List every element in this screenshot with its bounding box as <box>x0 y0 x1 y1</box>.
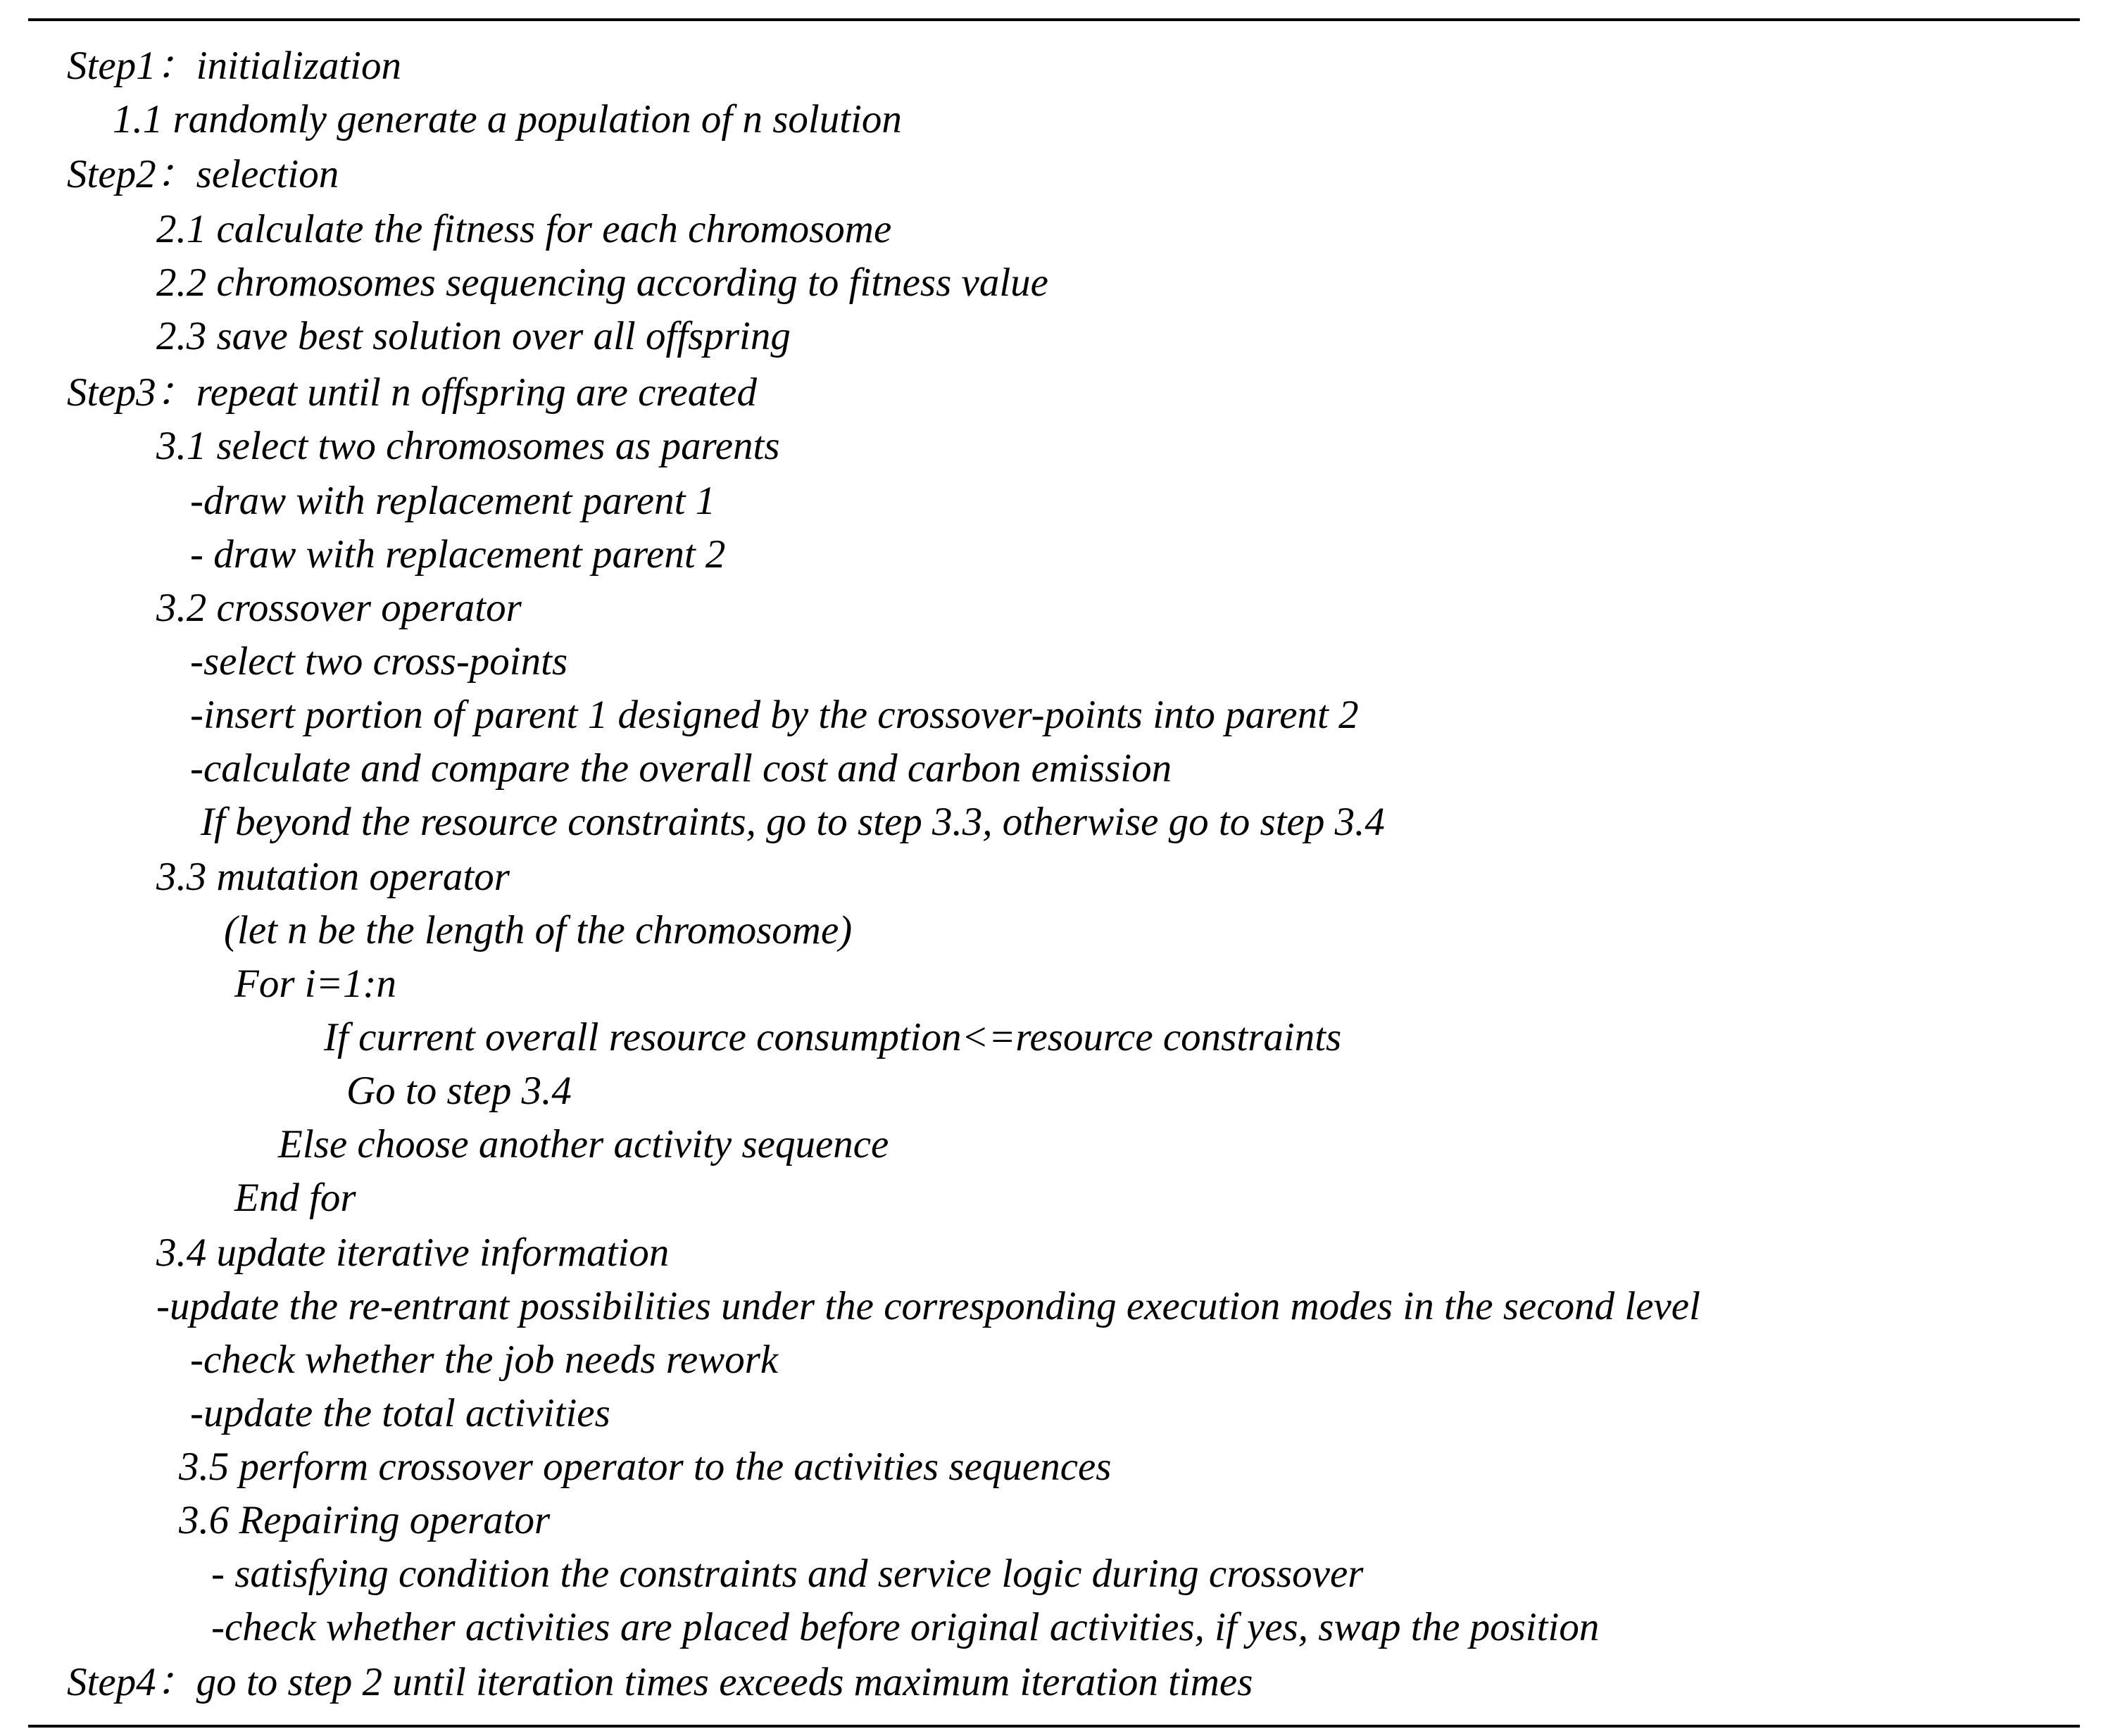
algorithm-line: -check whether the job needs rework <box>190 1338 779 1382</box>
algorithm-line: If current overall resource consumption<=resource constraints <box>324 1015 1342 1059</box>
algorithm-line: -select two cross-points <box>190 639 568 684</box>
bottom-rule <box>28 1725 2080 1728</box>
algorithm-line: (let n be the length of the chromosome) <box>224 908 853 952</box>
algorithm-line: -draw with replacement parent 1 <box>190 479 716 523</box>
algorithm-line: 3.6 Repairing operator <box>179 1498 551 1542</box>
algorithm-line: 3.2 crossover operator <box>156 586 522 630</box>
algorithm-line: - draw with replacement parent 2 <box>190 532 726 577</box>
algorithm-line: -check whether activities are placed before original activities, if yes, swap the position <box>211 1605 1600 1649</box>
step4-heading: Step4：go to step 2 until iteration times exceeds maximum iteration times <box>67 1660 1253 1704</box>
algorithm-line: 3.4 update iterative information <box>156 1231 670 1275</box>
algorithm-line: 2.3 save best solution over all offspring <box>156 314 791 358</box>
algorithm-line: Else choose another activity sequence <box>278 1122 889 1166</box>
algorithm-line: 1.1 randomly generate a population of n solution <box>113 97 902 141</box>
algorithm-line: If beyond the resource constraints, go to step 3.3, otherwise go to step 3.4 <box>201 800 1385 844</box>
algorithm-line: 3.3 mutation operator <box>156 855 510 899</box>
algorithm-line: End for <box>234 1176 356 1220</box>
algorithm-line: -update the re-entrant possibilities under the corresponding execution modes in the second level <box>156 1284 1700 1328</box>
algorithm-line: 3.1 select two chromosomes as parents <box>156 424 780 468</box>
algorithm-line: -calculate and compare the overall cost and carbon emission <box>190 746 1172 791</box>
algorithm-line: -update the total activities <box>190 1391 610 1435</box>
algorithm-line: 3.5 perform crossover operator to the activities sequences <box>179 1445 1112 1489</box>
algorithm-line: For i=1:n <box>234 962 397 1006</box>
step2-heading: Step2：selection <box>67 152 339 196</box>
algorithm-line: 2.2 chromosomes sequencing according to fitness value <box>156 260 1048 305</box>
algorithm-line: - satisfying condition the constraints and service logic during crossover <box>211 1552 1364 1596</box>
algorithm-line: Go to step 3.4 <box>346 1069 572 1113</box>
algorithm-line: 2.1 calculate the fitness for each chromosome <box>156 207 892 251</box>
algorithm-line: -insert portion of parent 1 designed by the crossover-points into parent 2 <box>190 693 1359 737</box>
step3-heading: Step3：repeat until n offspring are created <box>67 370 757 415</box>
step1-heading: Step1：initialization <box>67 44 402 88</box>
